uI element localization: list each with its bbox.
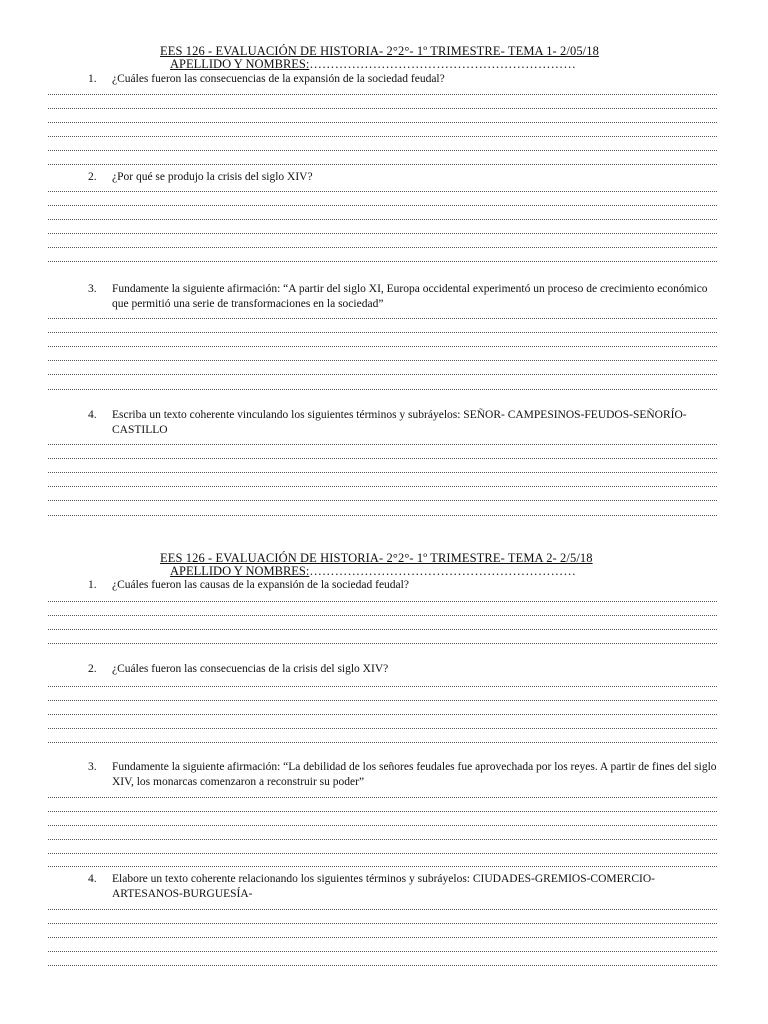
question-number: 2.	[88, 171, 97, 183]
name-dots: ………………………………………………………	[309, 57, 577, 71]
question-1	[88, 578, 724, 593]
name-dots: ………………………………………………………	[309, 564, 577, 578]
question-number: 4.	[88, 873, 97, 885]
name-label: APELLIDO Y NOMBRES:	[170, 57, 310, 71]
answer-line[interactable]	[48, 191, 717, 192]
answer-line[interactable]	[48, 164, 717, 165]
answer-line[interactable]	[48, 728, 717, 729]
answer-line[interactable]	[48, 742, 717, 743]
question-1	[88, 72, 724, 87]
answer-line[interactable]	[48, 825, 717, 826]
question-3	[88, 282, 724, 312]
answer-line[interactable]	[48, 951, 717, 952]
answer-line[interactable]	[48, 472, 717, 473]
answer-line[interactable]	[48, 629, 717, 630]
answer-line[interactable]	[48, 811, 717, 812]
answer-line[interactable]	[48, 853, 717, 854]
answer-line[interactable]	[48, 332, 717, 333]
question-text: Elabore un texto coherente relacionando los siguientes términos y subráyelos: CIUDADES-GREMIOS-COMERCIO-ARTESANOS-BURGUESÍA-	[112, 873, 655, 900]
answer-line[interactable]	[48, 219, 717, 220]
answer-line[interactable]	[48, 923, 717, 924]
question-4	[88, 408, 724, 438]
answer-line[interactable]	[48, 866, 717, 867]
name-row	[170, 57, 576, 72]
question-number: 1.	[88, 579, 97, 591]
answer-line[interactable]	[48, 444, 717, 445]
answer-line[interactable]	[48, 714, 717, 715]
exam-title: EES 126 - EVALUACIÓN DE HISTORIA- 2°2°- 1º TRIMESTRE- TEMA 1- 2/05/18	[160, 44, 599, 58]
answer-line[interactable]	[48, 233, 717, 234]
answer-line[interactable]	[48, 601, 717, 602]
question-2	[88, 662, 724, 677]
answer-line[interactable]	[48, 686, 717, 687]
question-number: 3.	[88, 283, 97, 295]
answer-line[interactable]	[48, 486, 717, 487]
answer-line[interactable]	[48, 261, 717, 262]
answer-line[interactable]	[48, 615, 717, 616]
question-text: ¿Cuáles fueron las causas de la expansión de la sociedad feudal?	[112, 579, 409, 591]
question-text: ¿Cuáles fueron las consecuencias de la crisis del siglo XIV?	[112, 663, 389, 675]
question-text: ¿Por qué se produjo la crisis del siglo XIV?	[112, 171, 313, 183]
question-text: Fundamente la siguiente afirmación: “La debilidad de los señores feudales fue aprovechada por los reyes. A partir de fines del siglo XIV, los monarcas comenzaron a reconstruir su poder”	[112, 761, 717, 788]
answer-line[interactable]	[48, 247, 717, 248]
question-4	[88, 872, 724, 902]
answer-line[interactable]	[48, 839, 717, 840]
question-2	[88, 170, 724, 185]
answer-line[interactable]	[48, 643, 717, 644]
question-number: 3.	[88, 761, 97, 773]
answer-line[interactable]	[48, 515, 717, 516]
name-row	[170, 564, 576, 579]
answer-line[interactable]	[48, 94, 717, 95]
answer-line[interactable]	[48, 965, 717, 966]
answer-line[interactable]	[48, 108, 717, 109]
answer-line[interactable]	[48, 909, 717, 910]
question-text: Escriba un texto coherente vinculando los siguientes términos y subráyelos: SEÑOR- CAMPESINOS-FEUDOS-SEÑORÍO-CASTILLO	[112, 409, 687, 436]
question-3	[88, 760, 724, 790]
question-text: ¿Cuáles fueron las consecuencias de la expansión de la sociedad feudal?	[112, 73, 445, 85]
answer-line[interactable]	[48, 937, 717, 938]
question-number: 4.	[88, 409, 97, 421]
name-label: APELLIDO Y NOMBRES:	[170, 564, 310, 578]
answer-line[interactable]	[48, 374, 717, 375]
answer-line[interactable]	[48, 360, 717, 361]
answer-line[interactable]	[48, 318, 717, 319]
answer-line[interactable]	[48, 458, 717, 459]
answer-line[interactable]	[48, 122, 717, 123]
question-number: 2.	[88, 663, 97, 675]
answer-line[interactable]	[48, 346, 717, 347]
question-text: Fundamente la siguiente afirmación: “A partir del siglo XI, Europa occidental experimentó un proceso de crecimiento económico que permitió una serie de transformaciones en la sociedad”	[112, 283, 708, 310]
answer-line[interactable]	[48, 700, 717, 701]
answer-line[interactable]	[48, 500, 717, 501]
answer-line[interactable]	[48, 205, 717, 206]
question-number: 1.	[88, 73, 97, 85]
answer-line[interactable]	[48, 389, 717, 390]
exam-title: EES 126 - EVALUACIÓN DE HISTORIA- 2°2°- 1º TRIMESTRE- TEMA 2- 2/5/18	[160, 551, 593, 565]
answer-line[interactable]	[48, 150, 717, 151]
answer-line[interactable]	[48, 136, 717, 137]
answer-line[interactable]	[48, 797, 717, 798]
